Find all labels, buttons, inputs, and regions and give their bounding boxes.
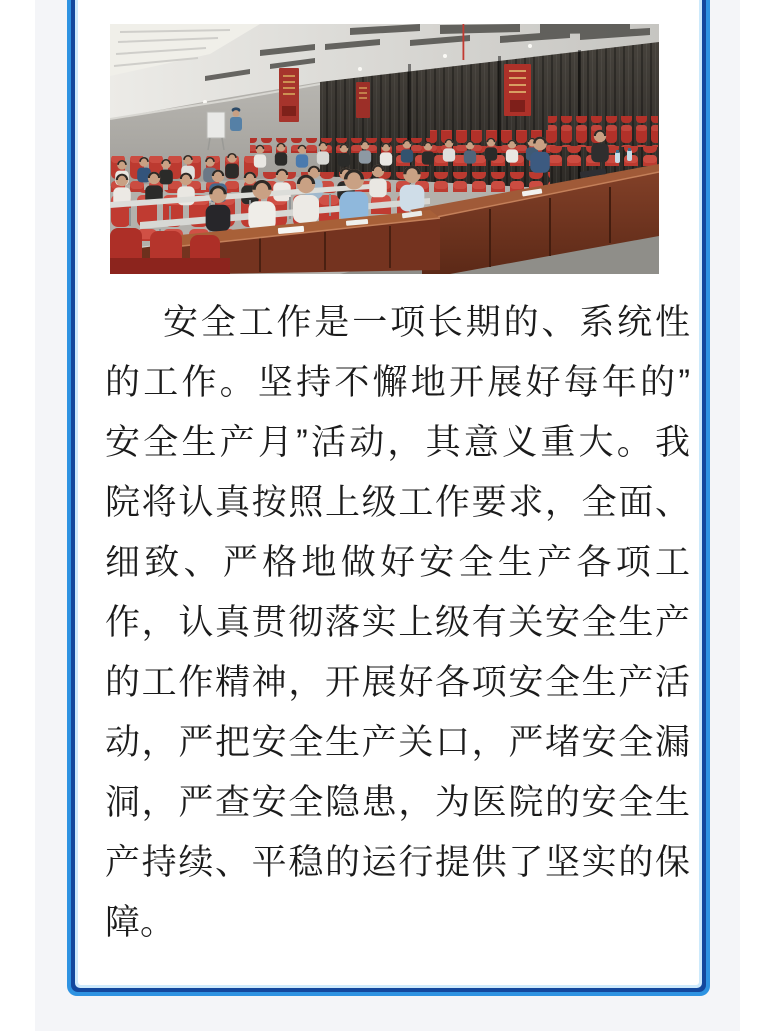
text-line: 洞，严查安全隐患，为医院的安全生 [105,783,690,822]
article-content [78,0,699,985]
blue-frame-border [67,0,710,996]
text-line: 作，认真贯彻落实上级有关安全生产 [105,603,690,642]
text-line: 障。 [105,903,176,942]
meeting-photo[interactable] [110,24,659,274]
text-line: 安全生产月”活动，其意义重大。我 [105,423,690,462]
article-paragraph [105,293,690,953]
text-line: 产持续、平稳的运行提供了坚实的保 [105,843,690,882]
text-line: 安全工作是一项长期的、系统性 [163,303,690,342]
blue-frame-dark-line [71,0,706,992]
text-line: 动，严把安全生产关口，严堵安全漏 [105,723,690,762]
text-line: 的工作精神，开展好各项安全生产活 [105,663,690,702]
text-line: 的工作。坚持不懈地开展好每年的” [105,363,690,402]
meeting-photo-illustration [110,24,659,274]
text-line: 细致、严格地做好安全生产各项工 [105,543,690,582]
blue-frame-light-line [75,0,702,988]
text-line: 院将认真按照上级工作要求，全面、 [105,483,690,522]
